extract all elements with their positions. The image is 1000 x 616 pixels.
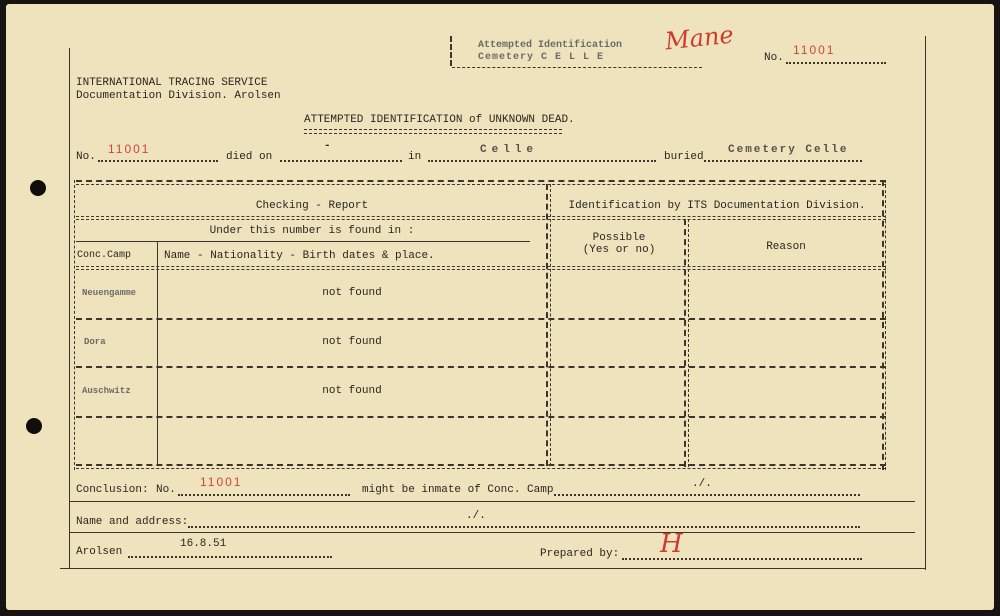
place-label: Arolsen (76, 546, 123, 558)
buried-dots (704, 160, 862, 162)
table-right-border-2 (885, 180, 886, 470)
row-separator (76, 318, 886, 320)
name-address-separator (69, 532, 915, 533)
col-camp-header: Conc.Camp (77, 250, 132, 261)
place-value: Celle (480, 144, 539, 156)
frame-left-line (69, 48, 70, 568)
org-line-2: Documentation Division. Arolsen (76, 90, 281, 102)
date-value: 16.8.51 (180, 538, 227, 550)
col-reason-header: Reason (766, 241, 806, 253)
title-underline-1 (304, 129, 562, 130)
table-bottom-border-2 (76, 468, 886, 469)
died-on-value: - (324, 140, 331, 152)
prepared-by-label: Prepared by: (540, 548, 620, 560)
table-row-camp: Auschwitz (82, 386, 131, 396)
conclusion-number: 11001 (200, 475, 243, 489)
inmate-dots (554, 494, 860, 496)
col-possible-header: Possible (Yes or no) (582, 232, 656, 256)
record-number: 11001 (108, 142, 151, 156)
frame-bottom-line (60, 568, 926, 569)
name-address-value: ./. (466, 510, 486, 522)
stamp-line-1: Attempted Identification (478, 40, 623, 51)
table-top-border-2 (76, 184, 886, 185)
row-separator (76, 416, 886, 418)
stamp-border (450, 36, 452, 66)
org-line-1: INTERNATIONAL TRACING SERVICE (76, 77, 268, 89)
header-separator (76, 216, 886, 217)
place-dots (428, 160, 656, 162)
buried-value: Cemetery Celle (728, 144, 849, 156)
died-on-label: died on (226, 151, 273, 163)
date-dots (128, 556, 332, 558)
table-bottom-border (76, 464, 886, 466)
record-no-label: No. (76, 151, 96, 163)
main-column-divider-2 (550, 184, 551, 466)
possible-column-divider-2 (688, 219, 689, 467)
possible-column-divider (684, 219, 686, 467)
died-on-dots (280, 160, 402, 162)
col-name-header: Name - Nationality - Birth dates & place. (164, 250, 435, 262)
frame-right-line (925, 36, 926, 570)
table-row-result: not found (322, 336, 382, 348)
form-title: ATTEMPTED IDENTIFICATION of UNKNOWN DEAD. (304, 114, 575, 126)
stamp-underline (452, 67, 702, 68)
row-separator (76, 366, 886, 368)
prepared-by-initials: H (660, 529, 683, 559)
in-label: in (408, 151, 422, 163)
prepared-by-dots (622, 558, 862, 560)
table-row-result: not found (322, 287, 382, 299)
conclusion-separator (69, 501, 915, 502)
conclusion-label: Conclusion: (76, 484, 149, 496)
handwritten-note: Mane (663, 20, 735, 56)
found-in-underline (76, 241, 530, 242)
buried-label: buried (664, 151, 704, 163)
name-address-dots (188, 526, 860, 528)
conclusion-number-dots (178, 494, 350, 496)
table-row-camp: Dora (84, 337, 106, 347)
table-right-border (882, 180, 884, 470)
title-underline-2 (304, 133, 562, 134)
stamp-line-2: Cemetery C E L L E (478, 52, 605, 63)
name-address-label: Name and address: (76, 516, 189, 528)
punch-hole (30, 180, 46, 196)
column-header-separator-2 (76, 269, 886, 270)
inmate-value: ./. (692, 478, 712, 490)
table-row-camp: Neuengamme (82, 288, 137, 298)
checking-report-header: Checking - Report (255, 200, 369, 212)
header-separator-2 (76, 219, 886, 220)
conclusion-no-label: No. (156, 484, 176, 496)
table-top-border (76, 180, 886, 182)
card-no-label: No. (764, 52, 784, 64)
table-left-border (74, 180, 75, 470)
card-number: 11001 (793, 43, 836, 57)
table-row-result: not found (322, 385, 382, 397)
record-number-dots (98, 160, 218, 162)
found-in-label: Under this number is found in : (209, 225, 415, 237)
punch-hole (26, 418, 42, 434)
inmate-label: might be inmate of Conc. Camp (362, 484, 554, 496)
camp-column-divider (157, 242, 158, 466)
identification-header: Identification by ITS Documentation Division. (568, 200, 866, 212)
column-header-separator (76, 266, 886, 267)
card-number-dots (786, 62, 886, 64)
